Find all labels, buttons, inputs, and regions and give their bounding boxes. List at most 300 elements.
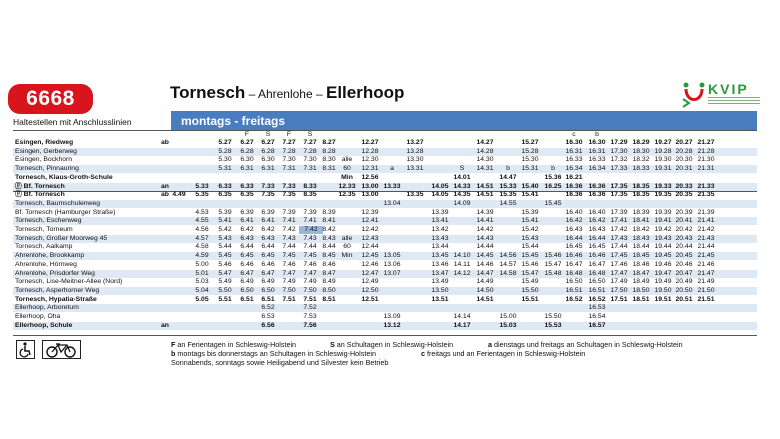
departure-time: 15.03 bbox=[499, 321, 517, 329]
departure-time: 8.45 bbox=[322, 252, 336, 260]
departure-time: 17.42 bbox=[610, 226, 628, 233]
departure-time: 7.27 bbox=[282, 139, 296, 146]
departure-time: 4.56 bbox=[195, 226, 209, 233]
departure-time: 18.39 bbox=[632, 208, 650, 216]
stop-name: Esingen, Gerberweg bbox=[15, 147, 77, 155]
timetable-row bbox=[13, 226, 757, 234]
departure-time: 15.31 bbox=[521, 165, 539, 173]
departure-time: 16.36 bbox=[588, 191, 606, 199]
departure-time: 12.51 bbox=[361, 295, 379, 303]
departure-time: 6.53 bbox=[261, 313, 275, 320]
departure-time: 6.56 bbox=[261, 321, 275, 329]
departure-time: 8.50 bbox=[322, 286, 336, 294]
timetable-row bbox=[13, 243, 757, 251]
departure-time: 15.51 bbox=[521, 295, 539, 303]
departure-time: 14.14 bbox=[453, 313, 471, 320]
departure-time: 16.42 bbox=[565, 217, 583, 225]
departure-time: 5.43 bbox=[218, 234, 232, 242]
departure-time: 12.49 bbox=[361, 278, 379, 286]
departure-time: 19.46 bbox=[654, 260, 672, 268]
legend-marker: F bbox=[244, 131, 250, 138]
departure-time: 13.07 bbox=[383, 269, 401, 277]
departure-time: 16.48 bbox=[588, 269, 606, 277]
departure-time: 5.45 bbox=[218, 252, 232, 260]
kvip-logo-text: KVIP bbox=[708, 81, 749, 97]
departure-time: 14.11 bbox=[453, 260, 471, 268]
departure-time: 16.47 bbox=[565, 260, 583, 268]
departure-time: 16.30 bbox=[588, 139, 606, 146]
departure-time: 15.41 bbox=[521, 191, 539, 199]
departure-time: 7.28 bbox=[282, 147, 296, 155]
departure-time: 16.44 bbox=[588, 234, 606, 242]
legend-marker: c bbox=[572, 131, 576, 138]
timetable-row bbox=[13, 156, 757, 164]
departure-time: 6.43 bbox=[261, 234, 275, 242]
departure-time: 14.47 bbox=[499, 173, 517, 181]
table-bottom-rule bbox=[13, 335, 757, 336]
departure-time: 4.55 bbox=[195, 217, 209, 225]
departure-time: 13.39 bbox=[431, 208, 449, 216]
departure-time: 6.49 bbox=[240, 278, 254, 286]
departure-time: b bbox=[551, 165, 555, 173]
departure-time: 18.50 bbox=[632, 286, 650, 294]
departure-time: 6.30 bbox=[240, 156, 254, 164]
departure-time: 20.49 bbox=[675, 278, 693, 286]
route-title bbox=[170, 83, 404, 103]
footnote-b: b montags bis donnerstags an Schultagen in Schleswig-Holstein bbox=[171, 349, 376, 358]
departure-time: 16.43 bbox=[565, 226, 583, 233]
departure-time: 20.35 bbox=[675, 191, 693, 199]
departure-time: 21.47 bbox=[697, 269, 715, 277]
legend-row bbox=[13, 131, 757, 139]
departure-time: 20.27 bbox=[675, 139, 693, 146]
departure-time: 15.27 bbox=[521, 139, 539, 146]
timetable-row bbox=[13, 209, 757, 217]
departure-time: 14.58 bbox=[499, 269, 517, 277]
departure-time: 7.47 bbox=[282, 269, 296, 277]
departure-time: 8.51 bbox=[322, 295, 336, 303]
departure-time: 7.30 bbox=[303, 156, 317, 164]
departure-time: 6.50 bbox=[240, 286, 254, 294]
departure-time: 8.43 bbox=[322, 234, 336, 242]
departure-time: 21.28 bbox=[697, 147, 715, 155]
departure-time: S bbox=[459, 165, 465, 173]
departure-time: 7.39 bbox=[282, 208, 296, 216]
stop-name: Tornesch, Eschenweg bbox=[15, 217, 82, 225]
departure-time: 7.27 bbox=[303, 139, 317, 146]
departure-time: 7.50 bbox=[282, 286, 296, 294]
departure-time: 7.33 bbox=[282, 182, 296, 190]
departure-time: 18.43 bbox=[632, 234, 650, 242]
departure-time: 14.17 bbox=[453, 321, 471, 329]
stops-header: Haltestellen mit Anschlusslinien bbox=[13, 117, 132, 127]
departure-time: 14.47 bbox=[476, 269, 494, 277]
departure-time: 7.44 bbox=[303, 243, 317, 251]
departure-time: 14.50 bbox=[476, 286, 494, 294]
departure-time: 6.30 bbox=[261, 156, 275, 164]
departure-time: 7.35 bbox=[261, 191, 275, 199]
departure-time: 18.44 bbox=[632, 243, 650, 251]
timetable-row bbox=[13, 313, 757, 321]
departure-time: 13.42 bbox=[431, 226, 449, 233]
departure-time: 13.45 bbox=[431, 252, 449, 260]
departure-time: 12.47 bbox=[361, 269, 379, 277]
departure-time: 7.49 bbox=[303, 278, 317, 286]
footnote-c: c freitags und an Ferientagen in Schleswig-Holstein bbox=[421, 349, 586, 358]
arrival-departure-marker: ab bbox=[161, 139, 169, 146]
departure-time: 13.27 bbox=[406, 139, 424, 146]
departure-time: 18.29 bbox=[632, 139, 650, 146]
departure-time: 5.03 bbox=[195, 278, 209, 286]
stop-name: Ahrenlohe, Prisdorfer Weg bbox=[15, 269, 95, 277]
departure-time: 6.27 bbox=[261, 139, 275, 146]
departure-time: 15.44 bbox=[521, 243, 539, 251]
departure-time: 13.09 bbox=[383, 313, 401, 320]
arrival-departure-marker: ab bbox=[161, 191, 169, 199]
departure-time: 17.30 bbox=[610, 147, 628, 155]
departure-time: 21.27 bbox=[697, 139, 715, 146]
departure-time: 8.27 bbox=[322, 139, 336, 146]
departure-time: 6.41 bbox=[261, 217, 275, 225]
departure-time: 7.39 bbox=[303, 208, 317, 216]
departure-time: 7.43 bbox=[303, 234, 317, 242]
timetable-row bbox=[13, 174, 757, 182]
timetable-row bbox=[13, 235, 757, 243]
departure-time: 8.30 bbox=[322, 156, 336, 164]
departure-time: 17.46 bbox=[610, 260, 628, 268]
departure-time: 7.35 bbox=[282, 191, 296, 199]
departure-time: b bbox=[506, 165, 510, 173]
departure-time: 19.47 bbox=[654, 269, 672, 277]
timetable-row bbox=[13, 287, 757, 295]
departure-time: 13.35 bbox=[406, 191, 424, 199]
departure-time: 14.51 bbox=[476, 191, 494, 199]
departure-time: 7.51 bbox=[282, 295, 296, 303]
departure-time: 14.28 bbox=[476, 147, 494, 155]
departure-time: 17.50 bbox=[610, 286, 628, 294]
departure-time: 6.47 bbox=[240, 269, 254, 277]
departure-time: 13.31 bbox=[406, 165, 424, 173]
departure-time: 14.57 bbox=[499, 260, 517, 268]
departure-time: 16.44 bbox=[565, 234, 583, 242]
departure-time: 13.50 bbox=[431, 286, 449, 294]
timetable-row bbox=[13, 200, 757, 208]
departure-time: 60 bbox=[343, 243, 351, 251]
departure-time: 14.31 bbox=[476, 165, 494, 173]
departure-time: 19.28 bbox=[654, 147, 672, 155]
departure-time: 7.41 bbox=[303, 217, 317, 225]
departure-time: 15.41 bbox=[521, 217, 539, 225]
departure-time: 12.35 bbox=[338, 191, 356, 199]
departure-time: 12.56 bbox=[361, 173, 379, 181]
departure-time: 13.51 bbox=[431, 295, 449, 303]
departure-time: 7.31 bbox=[303, 165, 317, 173]
stop-name: Esingen, Bockhorn bbox=[15, 156, 73, 164]
stop-name: Ahrenlohe, Brookkamp bbox=[15, 252, 85, 260]
departure-time: 7.45 bbox=[303, 252, 317, 260]
departure-time: 13.49 bbox=[431, 278, 449, 286]
departure-time: 5.47 bbox=[218, 269, 232, 277]
departure-time: 15.42 bbox=[521, 226, 539, 233]
departure-time: 21.44 bbox=[697, 243, 715, 251]
departure-time: 16.36 bbox=[588, 182, 606, 190]
timetable-row bbox=[13, 270, 757, 278]
departure-time: 18.41 bbox=[632, 217, 650, 225]
departure-time: 13.46 bbox=[431, 260, 449, 268]
stop-name: Ahrenlohe, Hörnweg bbox=[15, 260, 77, 268]
timetable-row bbox=[13, 322, 757, 330]
departure-time: 19.41 bbox=[654, 217, 672, 225]
departure-time: 14.05 bbox=[431, 191, 449, 199]
departure-time: 16.36 bbox=[565, 191, 583, 199]
departure-time: 5.01 bbox=[195, 269, 209, 277]
departure-time: 21.35 bbox=[697, 191, 715, 199]
wheelchair-icon bbox=[16, 340, 35, 359]
departure-time: 20.51 bbox=[675, 295, 693, 303]
departure-time: 16.50 bbox=[588, 278, 606, 286]
departure-time: 14.12 bbox=[453, 269, 471, 277]
departure-time: 7.33 bbox=[261, 182, 275, 190]
legend-marker: S bbox=[307, 131, 313, 138]
departure-time: 5.42 bbox=[218, 226, 232, 233]
departure-time: 16.34 bbox=[565, 165, 583, 173]
departure-time: alle bbox=[341, 234, 353, 242]
departure-time: 16.33 bbox=[565, 156, 583, 164]
departure-time: 7.52 bbox=[303, 304, 317, 312]
departure-time: 5.49 bbox=[218, 278, 232, 286]
departure-time: 8.47 bbox=[322, 269, 336, 277]
departure-time: 21.46 bbox=[697, 260, 715, 268]
departure-time: 17.29 bbox=[610, 139, 628, 146]
departure-time: 14.49 bbox=[476, 278, 494, 286]
arrival-departure-marker: an bbox=[161, 182, 169, 190]
departure-time: 16.31 bbox=[588, 147, 606, 155]
departure-time: 16.34 bbox=[588, 165, 606, 173]
departure-time: 16.21 bbox=[565, 173, 583, 181]
departure-time: 13.00 bbox=[361, 182, 379, 190]
departure-time: 21.39 bbox=[697, 208, 715, 216]
departure-time: 12.42 bbox=[361, 226, 379, 233]
departure-time: 6.45 bbox=[240, 252, 254, 260]
departure-time: 13.12 bbox=[383, 321, 401, 329]
timetable-row bbox=[13, 278, 757, 286]
departure-time: 12.44 bbox=[361, 243, 379, 251]
departure-time: 16.51 bbox=[565, 286, 583, 294]
departure-time: 20.47 bbox=[675, 269, 693, 277]
departure-time: 16.40 bbox=[565, 208, 583, 216]
departure-time: 14.44 bbox=[476, 243, 494, 251]
departure-time: 15.36 bbox=[544, 173, 562, 181]
departure-time: 7.43 bbox=[282, 234, 296, 242]
departure-time: 7.51 bbox=[303, 295, 317, 303]
departure-time: 14.55 bbox=[499, 199, 517, 207]
timetable-row bbox=[13, 183, 757, 191]
departure-time: 18.49 bbox=[632, 278, 650, 286]
departure-time: 6.45 bbox=[261, 252, 275, 260]
departure-time: 6.35 bbox=[240, 191, 254, 199]
departure-time: 8.33 bbox=[303, 182, 317, 190]
departure-time: 5.35 bbox=[195, 191, 209, 199]
departure-time: 21.42 bbox=[697, 226, 715, 233]
departure-time: 13.06 bbox=[383, 260, 401, 268]
departure-time: 6.47 bbox=[261, 269, 275, 277]
kvip-logo-icon bbox=[680, 79, 708, 111]
day-bar: montags - freitags bbox=[171, 111, 757, 131]
departure-time: 13.04 bbox=[383, 199, 401, 207]
departure-time: 20.41 bbox=[675, 217, 693, 225]
departure-time: 17.35 bbox=[610, 182, 628, 190]
departure-time: 17.47 bbox=[610, 269, 628, 277]
departure-time: 16.30 bbox=[565, 139, 583, 146]
departure-time: 14.05 bbox=[431, 182, 449, 190]
departure-time: 6.31 bbox=[240, 165, 254, 173]
departure-time: 12.46 bbox=[361, 260, 379, 268]
departure-time: 18.42 bbox=[632, 226, 650, 233]
departure-time: 8.35 bbox=[303, 191, 317, 199]
departure-time: 5.44 bbox=[218, 243, 232, 251]
legend-marker: S bbox=[265, 131, 271, 138]
departure-time: 17.51 bbox=[610, 295, 628, 303]
departure-time: 20.50 bbox=[675, 286, 693, 294]
departure-time: 6.51 bbox=[261, 295, 275, 303]
stop-name: Ⓕ Bf. Tornesch bbox=[15, 182, 65, 190]
departure-time: 4.49 bbox=[172, 191, 186, 199]
departure-time: 12.27 bbox=[361, 139, 379, 146]
departure-time: 5.05 bbox=[195, 295, 209, 303]
departure-time: 7.46 bbox=[303, 260, 317, 268]
stop-name: Ellerhoop, Schule bbox=[15, 321, 73, 329]
departure-time: 18.32 bbox=[632, 156, 650, 164]
departure-time: 20.30 bbox=[675, 156, 693, 164]
departure-time: 7.42 bbox=[299, 226, 323, 234]
departure-time: 14.45 bbox=[476, 252, 494, 260]
departure-time: 15.45 bbox=[521, 252, 539, 260]
stop-name: Esingen, Riedweg bbox=[15, 139, 74, 146]
departure-time: 19.39 bbox=[654, 208, 672, 216]
timetable-row bbox=[13, 304, 757, 312]
departure-time: 20.33 bbox=[675, 182, 693, 190]
logo-subtitle-lines bbox=[708, 97, 760, 105]
legend-marker: F bbox=[286, 131, 292, 138]
departure-time: 5.41 bbox=[218, 217, 232, 225]
stop-name: Ellerhoop, Arboretum bbox=[15, 304, 79, 312]
departure-time: 12.43 bbox=[361, 234, 379, 242]
departure-time: 15.50 bbox=[521, 286, 539, 294]
route-origin: Tornesch bbox=[170, 83, 246, 102]
departure-time: 6.31 bbox=[261, 165, 275, 173]
departure-time: 16.52 bbox=[588, 295, 606, 303]
stop-name: Tornesch, Torneum bbox=[15, 226, 73, 233]
departure-time: 6.52 bbox=[261, 304, 275, 312]
departure-time: 14.35 bbox=[453, 191, 471, 199]
departure-time: 13.05 bbox=[383, 252, 401, 260]
departure-time: 19.30 bbox=[654, 156, 672, 164]
departure-time: 21.45 bbox=[697, 252, 715, 260]
departure-time: 6.41 bbox=[240, 217, 254, 225]
departure-time: 14.56 bbox=[499, 252, 517, 260]
departure-time: 6.33 bbox=[240, 182, 254, 190]
departure-time: 7.31 bbox=[282, 165, 296, 173]
departure-time: 8.31 bbox=[322, 165, 336, 173]
departure-time: 19.51 bbox=[654, 295, 672, 303]
arrival-departure-marker: an bbox=[161, 321, 169, 329]
departure-time: 17.43 bbox=[610, 234, 628, 242]
departure-time: 6.51 bbox=[240, 295, 254, 303]
departure-time: 13.33 bbox=[383, 182, 401, 190]
departure-time: 12.41 bbox=[361, 217, 379, 225]
departure-time: 14.41 bbox=[476, 217, 494, 225]
departure-time: 15.35 bbox=[499, 191, 517, 199]
departure-time: 18.51 bbox=[632, 295, 650, 303]
departure-time: 4.53 bbox=[195, 208, 209, 216]
footnote-no-service: Sonnabends, sonntags sowie Heiligabend und Silvester kein Betrieb bbox=[171, 358, 389, 367]
departure-time: 13.41 bbox=[431, 217, 449, 225]
timetable-row bbox=[13, 148, 757, 156]
departure-time: 15.33 bbox=[499, 182, 517, 190]
timetable-row bbox=[13, 217, 757, 225]
departure-time: 12.33 bbox=[338, 182, 356, 190]
departure-time: 14.42 bbox=[476, 226, 494, 233]
departure-time: 14.10 bbox=[453, 252, 471, 260]
departure-time: 5.50 bbox=[218, 286, 232, 294]
stop-name: Bf. Tornesch (Hamburger Straße) bbox=[15, 208, 116, 216]
departure-time: 19.27 bbox=[654, 139, 672, 146]
stop-name: Tornesch, Hypatia-Straße bbox=[15, 295, 97, 303]
stop-name: Tornesch, Baumschulenweg bbox=[15, 199, 101, 207]
departure-time: 7.44 bbox=[282, 243, 296, 251]
departure-time: 6.44 bbox=[240, 243, 254, 251]
departure-time: 16.52 bbox=[565, 295, 583, 303]
departure-time: 6.46 bbox=[240, 260, 254, 268]
departure-time: 16.48 bbox=[565, 269, 583, 277]
line-number-badge: 6668 bbox=[8, 84, 93, 114]
departure-time: 6.28 bbox=[240, 147, 254, 155]
departure-time: 20.31 bbox=[675, 165, 693, 173]
departure-time: 18.35 bbox=[632, 182, 650, 190]
timetable-row bbox=[13, 191, 757, 199]
departure-time: 7.47 bbox=[303, 269, 317, 277]
departure-time: 6.49 bbox=[261, 278, 275, 286]
departure-time: 5.33 bbox=[195, 182, 209, 190]
stop-name: Tornesch, Pinnauring bbox=[15, 165, 79, 173]
stop-name: Ⓕ Bf. Tornesch bbox=[15, 191, 65, 199]
departure-time: 6.27 bbox=[240, 139, 254, 146]
departure-time: 18.46 bbox=[632, 260, 650, 268]
departure-time: 15.50 bbox=[544, 313, 562, 320]
departure-time: 7.41 bbox=[282, 217, 296, 225]
departure-time: 14.51 bbox=[476, 295, 494, 303]
departure-time: 15.48 bbox=[544, 269, 562, 277]
departure-time: 7.50 bbox=[303, 286, 317, 294]
timetable-row bbox=[13, 261, 757, 269]
stop-name: Ellerhoop, Oha bbox=[15, 313, 61, 320]
departure-time: 15.47 bbox=[521, 269, 539, 277]
departure-time: 14.39 bbox=[476, 208, 494, 216]
departure-time: a bbox=[390, 165, 394, 173]
departure-time: 8.42 bbox=[322, 226, 336, 233]
departure-time: 14.27 bbox=[476, 139, 494, 146]
departure-time: 7.45 bbox=[282, 252, 296, 260]
footnote-F: F an Ferientagen in Schleswig-Holstein bbox=[171, 340, 297, 349]
departure-time: 21.43 bbox=[697, 234, 715, 242]
departure-time: 16.43 bbox=[588, 226, 606, 233]
departure-time: 19.44 bbox=[654, 243, 672, 251]
departure-time: 15.46 bbox=[544, 252, 562, 260]
departure-time: 21.41 bbox=[697, 217, 715, 225]
departure-time: 8.41 bbox=[322, 217, 336, 225]
departure-time: 8.46 bbox=[322, 260, 336, 268]
departure-time: 15.46 bbox=[521, 260, 539, 268]
